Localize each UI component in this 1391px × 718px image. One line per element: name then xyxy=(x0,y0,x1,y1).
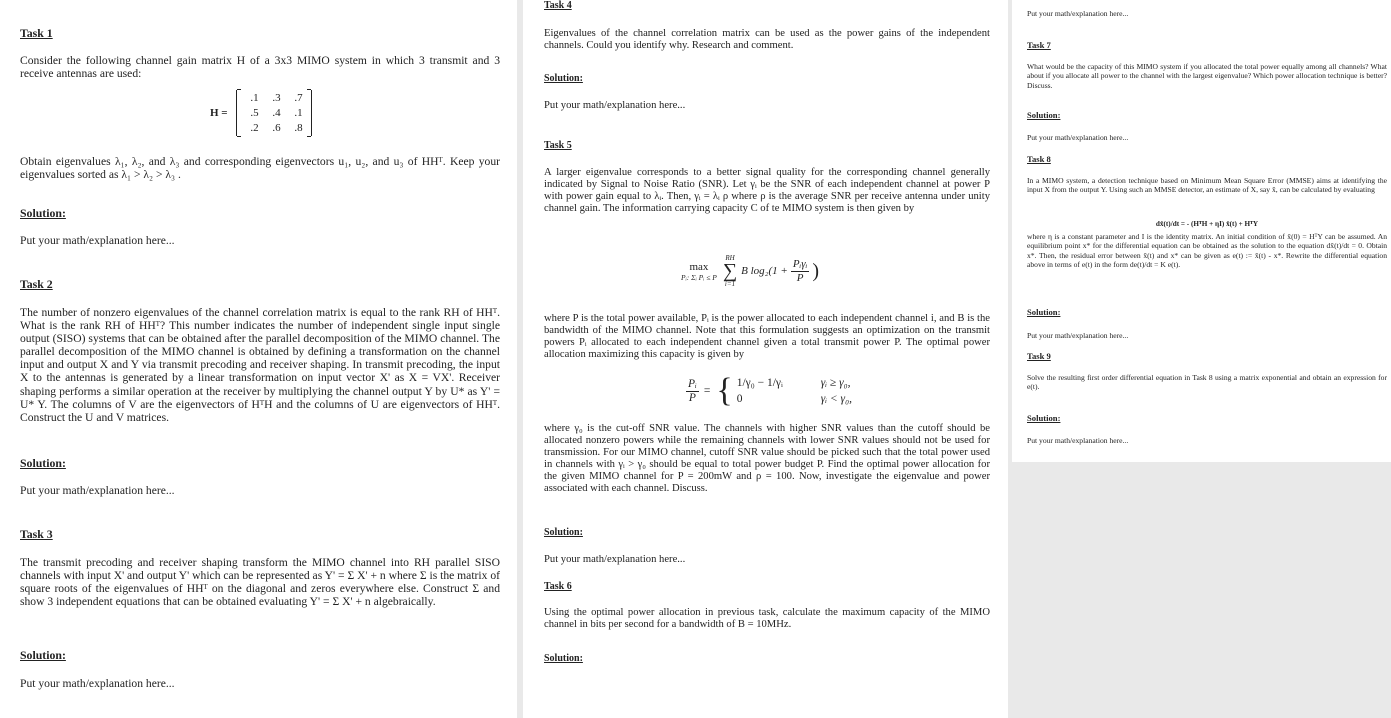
channel-matrix xyxy=(210,90,312,136)
matrix-cell: .4 xyxy=(272,107,281,119)
max-constraint: Pᵢ: Σᵢ Pᵢ ≤ P xyxy=(681,272,717,282)
document-page-1 xyxy=(0,0,517,718)
max-label: max xyxy=(689,260,709,273)
task8-body: In a MIMO system, a detection technique based on Minimum Mean Square Error (MMSE) aims at identifying the input X from the output Y. Using such an MMSE detector, an estimate of X, say x̂, can be calculated by evaluating xyxy=(1027,176,1387,195)
case1-value: 1/γ₀ − 1/γᵢ xyxy=(736,377,783,389)
sigma-symbol: ∑ xyxy=(722,260,738,282)
equals-sign: = xyxy=(703,385,711,397)
task9-answer-placeholder: Put your math/explanation here... xyxy=(1027,436,1129,445)
task5-body: A larger eigenvalue corresponds to a better signal quality for the corresponding channel generally indicated by Signal to Noise Ratio (SNR). Let γᵢ be the SNR of each independent channel at power P with power gain equal to λᵢ. Then, γᵢ = λᵢ ρ where ρ is the average SNR per receive antenna under unity channel gain. The information carrying capacity C of te MIMO system is then given by xyxy=(544,167,990,214)
snr-fraction-num: Pᵢγᵢ xyxy=(792,257,808,270)
task1-question: Obtain eigenvalues λ₁, λ₂, and λ₃ and corresponding eigenvectors u₁, u₂, and u₃ of HHᵀ. Keep your eigenvalues sorted as λ₁ > λ₂ > λ₃ . xyxy=(20,155,500,182)
task8-heading: Task 8 xyxy=(1027,154,1051,164)
task1-heading: Task 1 xyxy=(20,26,53,40)
matrix-cell: .1 xyxy=(294,107,303,119)
power-ratio-den: P xyxy=(688,391,696,404)
power-ratio-num: Pᵢ xyxy=(688,377,697,390)
task9-solution-heading: Solution: xyxy=(1027,413,1061,423)
sum-upper-limit: RH xyxy=(725,254,735,262)
task3-body: The transmit precoding and receiver shaping transform the MIMO channel into RH parallel SISO channels with input X' and output Y' which can be represented as Y' = Σ X' + n where Σ is the matrix of square roots of the eigenvalues of HHᵀ on the diagonal and zeros everywhere else. Construct Σ and show 3 independent equations that can be obtained evaluating Y' = Σ X' + n algebraically. xyxy=(20,556,500,609)
task1-solution-heading: Solution: xyxy=(20,206,66,220)
task5-heading: Task 5 xyxy=(544,140,572,151)
task4-body: Eigenvalues of the channel correlation matrix can be used as the power gains of the independent channels. Could you identify why. Research and comment. xyxy=(544,28,990,51)
task5-answer-placeholder: Put your math/explanation here... xyxy=(544,554,686,565)
matrix-cell: .8 xyxy=(294,122,303,134)
task6-solution-heading: Solution: xyxy=(544,653,583,664)
power-ratio xyxy=(686,378,699,405)
close-paren: ) xyxy=(812,259,820,282)
power-allocation-formula xyxy=(683,372,852,409)
case2-value: 0 xyxy=(736,393,743,405)
task2-answer-placeholder: Put your math/explanation here... xyxy=(20,484,175,497)
sum-operator xyxy=(723,254,737,288)
task6-heading: Task 6 xyxy=(544,581,572,592)
matrix-body xyxy=(236,90,312,136)
task4-heading: Task 4 xyxy=(544,0,572,11)
matrix-cell: .5 xyxy=(250,107,259,119)
piecewise-cases xyxy=(737,377,852,405)
case1-condition: γᵢ ≥ γ₀, xyxy=(820,377,851,389)
task7-answer-placeholder: Put your math/explanation here... xyxy=(1027,133,1129,142)
task3-heading: Task 3 xyxy=(20,527,53,541)
matrix-cell: .7 xyxy=(294,92,303,104)
sum-lower-limit: i=1 xyxy=(724,280,736,288)
task2-solution-heading: Solution: xyxy=(20,456,66,470)
task8-answer-placeholder: Put your math/explanation here... xyxy=(1027,331,1129,340)
document-page-2 xyxy=(523,0,1008,718)
task3-answer-placeholder: Put your math/explanation here... xyxy=(20,677,175,690)
task4-answer-placeholder: Put your math/explanation here... xyxy=(544,100,686,111)
task2-body: The number of nonzero eigenvalues of the channel correlation matrix is equal to the rank RH of HHᵀ. What is the rank RH of HHᵀ? This number indicates the number of independent single input single output (SISO) systems that can be obtained after the parallel decomposition of the MIMO channel. The parallel decomposition of the MIMO channel is obtained by defining a transformation on the channel input and output X and Y via transmit precoding and receiver shaping. In transmit precoding, the input X to the antennas is generated by a linear transformation on input vector X' as X = VX'. Receiver shaping performs a similar operation at the receiver by multiplying the channel output Y by U* as Y' = U* Y. The columns of V are the eigenvectors of HᵀH and the columns of U are eigenvectors of HHᵀ. Construct the U and V matrices. xyxy=(20,306,500,424)
task7-body: What would be the capacity of this MIMO system if you allocated the total power equally among all channels? What about if you allocate all power to the channel with the largest eigenvalue? Which power allocation technique is better? Discuss. xyxy=(1027,62,1387,90)
matrix-cell: .6 xyxy=(272,122,281,134)
task1-answer-placeholder: Put your math/explanation here... xyxy=(20,234,175,247)
max-operator xyxy=(681,261,717,282)
matrix-label: H = xyxy=(210,107,228,119)
task5-body-2: where P is the total power available, Pᵢ is the power allocated to each independent channel i, and B is the bandwidth of the MIMO channel. Note that this formulation suggests an optimization on the transmit powers Pᵢ allocated to each independent channel given a total transmit power P. The optimal power allocation maximizing this capacity is given by xyxy=(544,313,990,360)
matrix-cell: .1 xyxy=(250,92,259,104)
document-page-3 xyxy=(1012,0,1391,462)
page3-top-placeholder: Put your math/explanation here... xyxy=(1027,9,1129,18)
task2-heading: Task 2 xyxy=(20,277,53,291)
task8-body-2: where η is a constant parameter and I is the identity matrix. An initial condition of x̂(0) = HᵀY can be assumed. An equilibrium point x* for the differential equation can be obtained as the solution to the equation dx̂(t)/dt = 0. Obtain x*. Then, the residual error between x̂(t) and x* can be given as e(t) := x̂(t) - x*. Rewrite the differential equation above in terms of e(t) in the form de(t)/dt = K e(t). xyxy=(1027,232,1387,269)
task9-body: Solve the resulting first order differential equation in Task 8 using a matrix exponential and obtain an expression for e(t). xyxy=(1027,373,1387,392)
task3-solution-heading: Solution: xyxy=(20,648,66,662)
task5-body-3: where γ₀ is the cut-off SNR value. The channels with higher SNR values than the cutoff should be allocated nonzero powers while the remaining channels with lower SNR values should not be used for transmission. For our MIMO channel, cutoff SNR value should be picked such that the total power used in channels with γᵢ > γ₀ should be equal to total power budget P. Find the optimal power allocation for the given MIMO channel for P = 200mW and ρ = 100. Now, investigate the eigenvalue and power associated with each channel. Discuss. xyxy=(544,423,990,494)
left-brace: { xyxy=(716,372,733,409)
matrix-cell: .2 xyxy=(250,122,259,134)
matrix-cell: .3 xyxy=(272,92,281,104)
case2-condition: γᵢ < γ₀, xyxy=(820,393,852,405)
task6-body: Using the optimal power allocation in previous task, calculate the maximum capacity of the MIMO channel in bits per second for a bandwidth of B = 10MHz. xyxy=(544,607,990,630)
log-term: B log₂(1 + xyxy=(741,265,788,277)
task4-solution-heading: Solution: xyxy=(544,73,583,84)
task8-solution-heading: Solution: xyxy=(1027,307,1061,317)
snr-fraction xyxy=(791,258,810,285)
mmse-equation: dx̂(t)/dt = - (HᵀH + ηI) x̂(t) + HᵀY xyxy=(1155,220,1259,229)
snr-fraction-den: P xyxy=(796,271,804,284)
task9-heading: Task 9 xyxy=(1027,351,1051,361)
task1-intro: Consider the following channel gain matrix H of a 3x3 MIMO system in which 3 transmit and 3 receive antennas are used: xyxy=(20,54,500,81)
task7-solution-heading: Solution: xyxy=(1027,110,1061,120)
capacity-formula xyxy=(681,254,819,288)
task5-solution-heading: Solution: xyxy=(544,527,583,538)
task7-heading: Task 7 xyxy=(1027,40,1051,50)
